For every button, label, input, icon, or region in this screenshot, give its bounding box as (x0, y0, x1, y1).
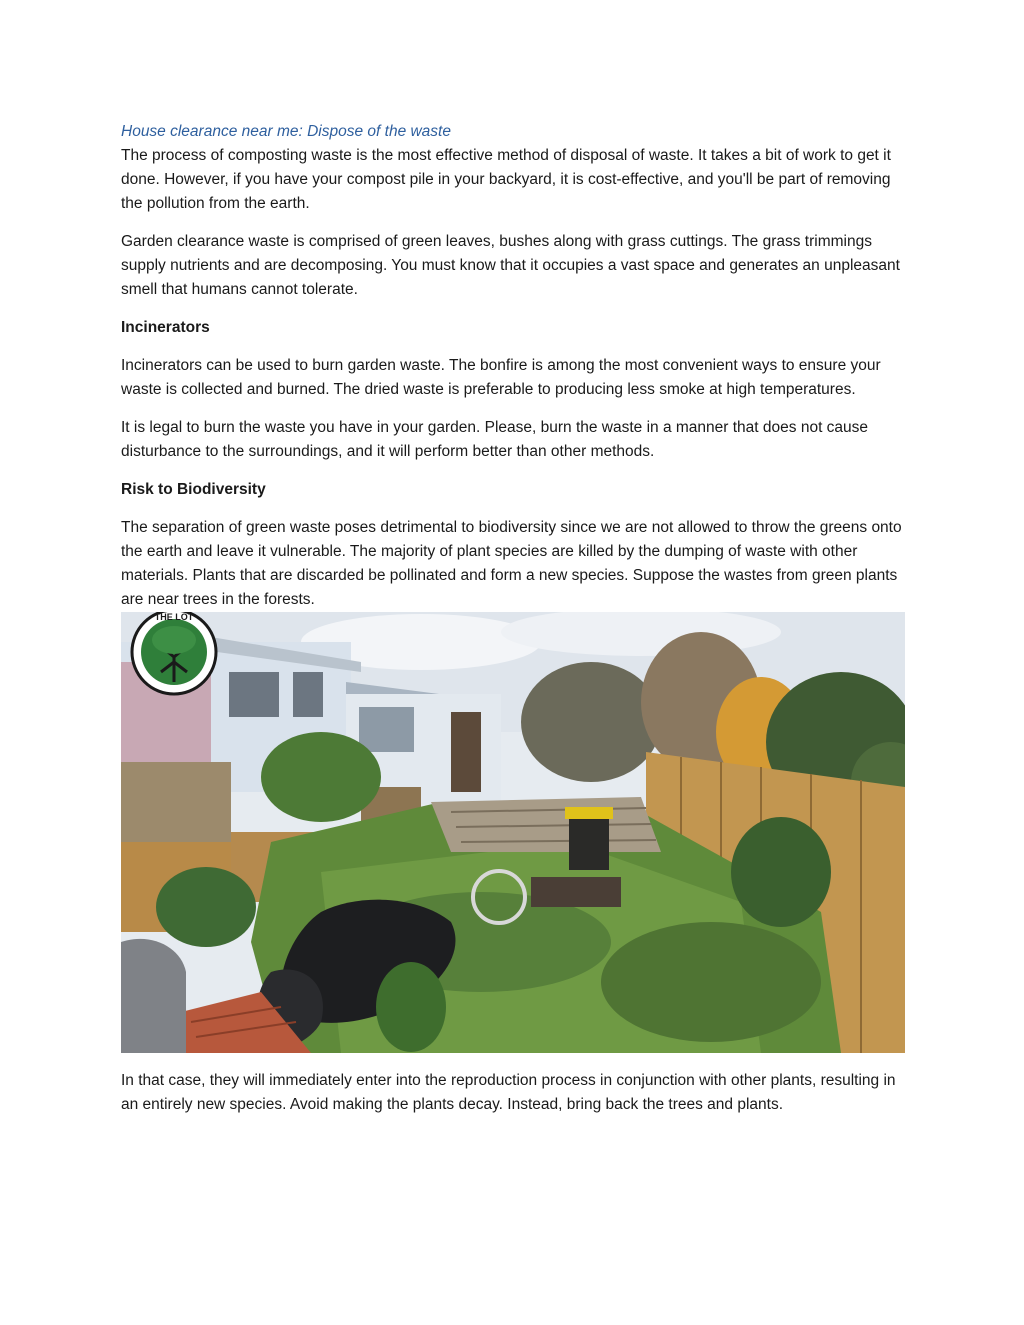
logo-text: THE LOT (154, 612, 194, 622)
paragraph-reproduction: In that case, they will immediately enter into the reproduction process in conjunction with other plants, resulting in an entirely new species. Avoid making the plants decay. Instead, bring back the trees and plants. (121, 1072, 896, 1113)
heading-incinerators: Incinerators (121, 319, 210, 336)
paragraph-legal-burning: It is legal to burn the waste you have in your garden. Please, burn the waste in a manner that does not cause disturbance to the surroundings, and it will perform better than other methods. (121, 419, 869, 460)
document-page (121, 120, 905, 1117)
paragraph-biodiversity: The separation of green waste poses detrimental to biodiversity since we are not allowed to throw the greens onto the earth and leave it vulnerable. The majority of plant species are killed by the dumping of waste with other materials. Plants that are discarded be pollinated and form a new species. Suppose the wastes from green plants are near trees in the forests. (121, 519, 902, 608)
paragraph-garden-waste: Garden clearance waste is comprised of green leaves, bushes along with grass cuttings. The grass trimmings supply nutrients and are decomposing. You must know that it occupies a vast space and generates an unpleasant smell that humans cannot tolerate. (121, 233, 900, 298)
paragraph-composting: The process of composting waste is the most effective method of disposal of waste. It takes a bit of work to get it done. However, if you have your compost pile in your backyard, it is cost-effective, and you'll be part of removing the pollution from the earth. (121, 147, 891, 212)
section-heading-link[interactable]: House clearance near me: Dispose of the waste (121, 123, 451, 140)
garden-photo (121, 612, 905, 1053)
paragraph-incinerators: Incinerators can be used to burn garden waste. The bonfire is among the most convenient ways to ensure your waste is collected and burned. The dried waste is preferable to producing less smoke at high temperatures. (121, 357, 881, 398)
heading-risk-biodiversity: Risk to Biodiversity (121, 481, 266, 498)
